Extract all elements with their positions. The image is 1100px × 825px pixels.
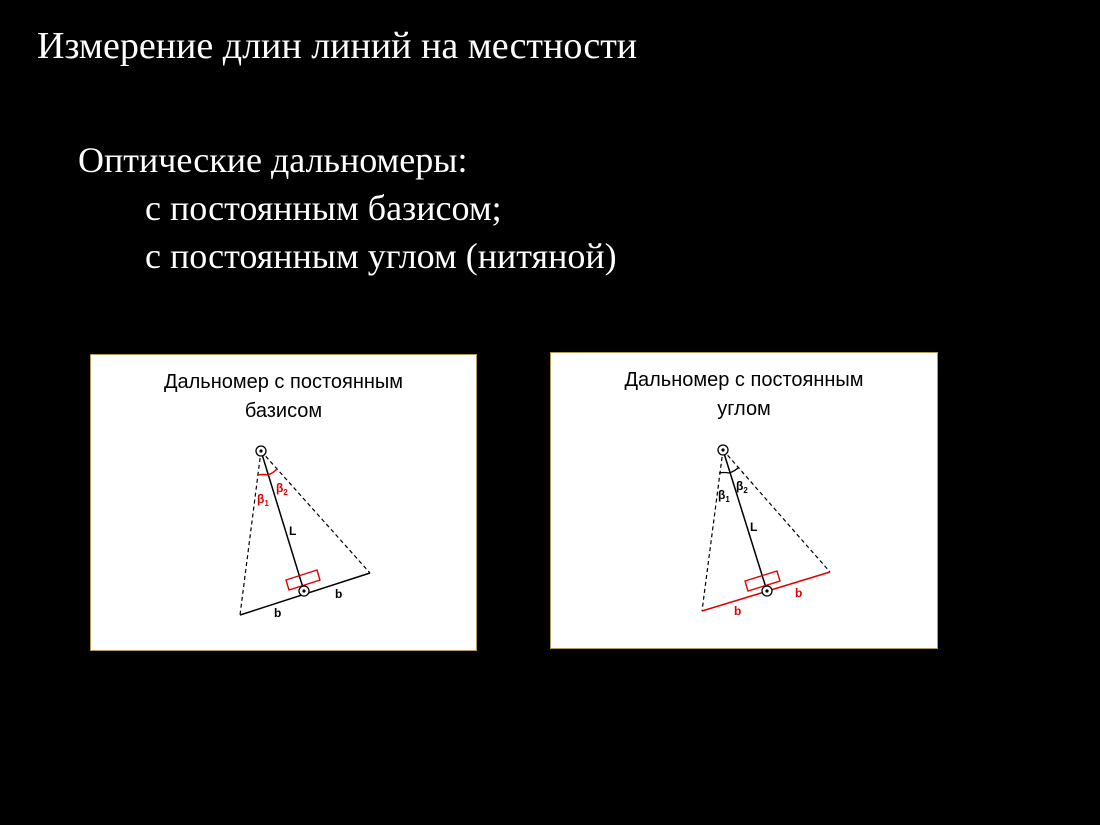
beta1-label: $\beta_1$	[718, 488, 730, 504]
panel-title: Дальномер с постоянным базисом	[163, 371, 404, 422]
text-constant-base: с постоянным базисом;	[145, 188, 502, 228]
text-optical-rangefinders: Оптические дальномеры:	[78, 140, 468, 180]
beta2-label: $\beta_2$	[276, 481, 288, 497]
beta2-label: $\beta_2$	[736, 479, 748, 495]
text-constant-angle: с постоянным углом (нитяной)	[145, 236, 617, 276]
diagram-constant-base	[90, 354, 477, 651]
diagram-constant-angle	[550, 352, 938, 649]
base-label-left: b	[274, 606, 282, 620]
beta1-label: $\beta_1$	[257, 492, 269, 508]
slide-title: Измерение длин линий на местности	[37, 25, 638, 67]
distance-label: L	[289, 524, 297, 538]
base-label-left: b	[734, 604, 742, 618]
rangefinder-diagram	[91, 355, 478, 652]
distance-label: L	[750, 520, 758, 534]
base-label-right: b	[335, 587, 343, 601]
panel-title: Дальномер с постоянным углом	[624, 369, 864, 420]
base-label-right: b	[795, 586, 803, 600]
rangefinder-diagram	[551, 353, 939, 650]
